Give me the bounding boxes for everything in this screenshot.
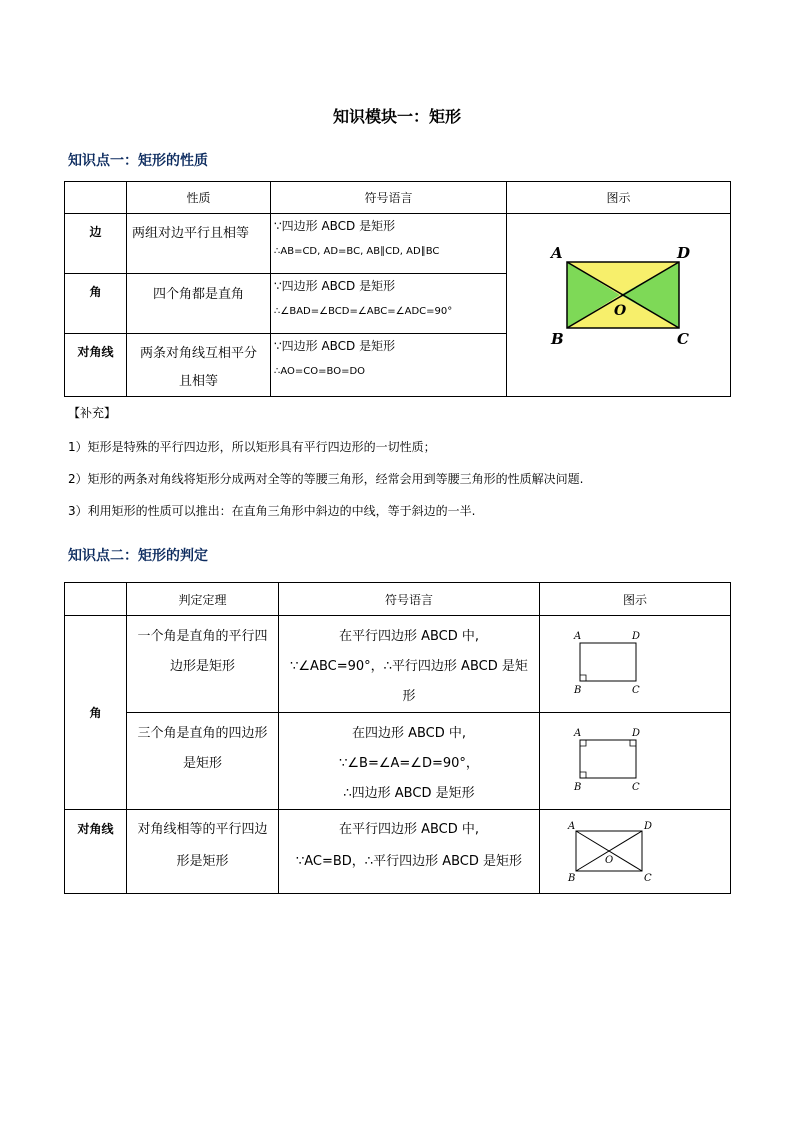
row-label-angle: 角 [65,274,127,334]
row-label-side: 边 [65,214,127,274]
label-a: A [574,631,582,642]
label-c: C [632,782,640,793]
symbol-line: ∴AO=CO=BO=DO [274,366,366,377]
symbol-line: ∵四边形 ABCD 是矩形 [274,339,396,353]
symbol-one-right-angle [279,616,540,713]
symbol-line: ∴四边形 ABCD 是矩形 [343,786,475,801]
property-line: 且相等 [178,374,218,389]
theorem-line: 边形是矩形 [169,659,235,674]
section-heading-properties: 知识点一：矩形的性质 [68,153,208,169]
theorem-equal-diagonals [127,810,279,894]
label-d: D [644,820,653,832]
theorem-line: 形是矩形 [176,854,229,869]
label-b: B [574,782,582,793]
symbol-line: ∵四边形 ABCD 是矩形 [274,279,396,293]
rectangle-figure-2 [540,714,731,808]
row-label-diagonal: 对角线 [65,334,127,397]
symbol-line: ∴AB=CD, AD=BC, AB∥CD, AD∥BC [274,246,440,257]
rectangle-outline [580,740,636,778]
right-angle-mark [580,772,586,778]
label-d: D [632,728,641,739]
header-theorem: 判定定理 [127,583,279,616]
theorem-one-right-angle [127,616,279,713]
label-c: C [632,685,640,696]
figure-cell [540,810,731,894]
rectangle-figure-1 [540,617,731,711]
header-symbol: 符号语言 [271,182,507,214]
page-title: 知识模块一：矩形 [332,107,461,126]
header-figure: 图示 [507,182,731,214]
header-property: 性质 [127,182,271,214]
label-a: A [574,728,582,739]
label-o: O [614,303,627,319]
right-angle-mark [580,675,586,681]
rectangle-diagram [507,214,731,396]
symbol-line: 在平行四边形 ABCD 中, [338,822,480,837]
theorem-line: 是矩形 [182,756,222,771]
label-c: C [644,872,652,884]
header-symbol: 符号语言 [279,583,540,616]
label-a: A [568,820,576,832]
symbol-angle [271,274,507,334]
symbol-line: ∵∠ABC=90°，∴平行四边形 ABCD 是矩 [290,659,528,674]
symbol-line: ∵AC=BD，∴平行四边形 ABCD 是矩形 [295,854,523,869]
property-line: 两条对角线互相平分 [139,346,257,361]
theorem-three-right-angles [127,713,279,810]
row-label-angle: 角 [65,616,127,810]
symbol-line: ∴∠BAD=∠BCD=∠ABC=∠ADC=90° [274,306,453,317]
header-empty [65,182,127,214]
theorem-line: 对角线相等的平行四边 [137,822,268,837]
property-side: 两组对边平行且相等 [127,214,271,274]
label-d: D [632,631,641,642]
right-angle-mark [630,740,636,746]
header-figure: 图示 [540,583,731,616]
figure-cell [507,214,731,397]
rectangle-outline [580,643,636,681]
symbol-line: ∵四边形 ABCD 是矩形 [274,219,396,233]
supplement-item: 1）矩形是特殊的平行四边形，所以矩形具有平行四边形的一切性质； [68,440,436,454]
section-heading-criteria: 知识点二：矩形的判定 [68,548,208,564]
label-a: A [551,244,563,262]
theorem-line: 一个角是直角的平行四 [137,629,268,644]
label-c: C [677,330,689,348]
figure-cell [540,713,731,810]
symbol-line: ∵∠B=∠A=∠D=90°， [339,756,479,771]
supplement-label: 【补充】 [68,406,117,420]
symbol-line: 形 [402,689,416,704]
label-d: D [677,244,691,262]
supplement-item: 3）利用矩形的性质可以推出：在直角三角形中斜边的中线，等于斜边的一半. [68,504,476,518]
criteria-table [64,582,731,894]
label-b: B [551,330,564,348]
supplement-item: 2）矩形的两条对角线将矩形分成两对全等的等腰三角形，经常会用到等腰三角形的性质解决问题. [68,472,584,486]
symbol-three-right-angles [279,713,540,810]
right-angle-mark [580,740,586,746]
symbol-diagonal [271,334,507,397]
properties-table [64,181,731,397]
theorem-line: 三个角是直角的四边形 [137,726,268,741]
label-b: B [568,872,576,884]
figure-cell [540,616,731,713]
label-b: B [574,685,582,696]
symbol-equal-diagonals [279,810,540,894]
rectangle-figure-3 [540,811,731,893]
property-diagonal [127,334,271,397]
row-label-diagonal: 对角线 [65,810,127,894]
header-empty [65,583,127,616]
symbol-line: 在四边形 ABCD 中, [351,726,467,741]
symbol-side [271,214,507,274]
symbol-line: 在平行四边形 ABCD 中, [338,629,480,644]
label-o: O [605,854,614,866]
property-angle: 四个角都是直角 [127,274,271,334]
